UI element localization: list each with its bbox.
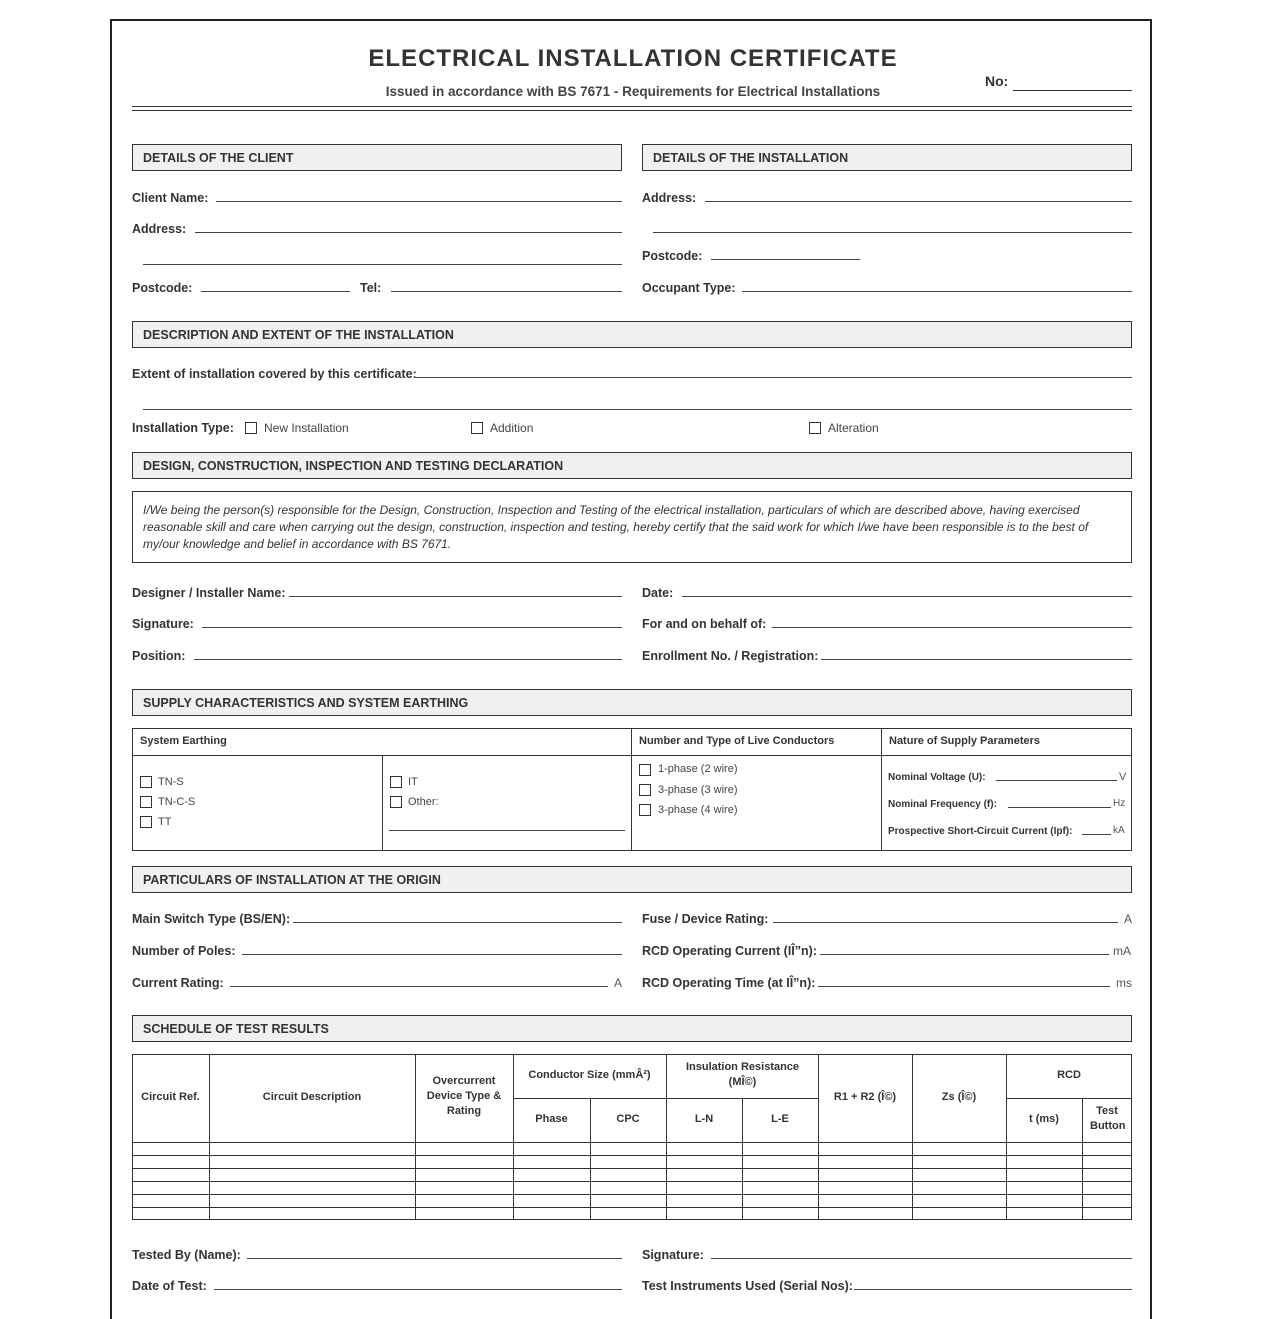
client-address-field[interactable]: [195, 232, 622, 233]
1-phase-2-wire-label: 1-phase (2 wire): [658, 763, 738, 775]
tt-checkbox[interactable]: [140, 816, 152, 828]
col-phase: Phase: [535, 1113, 568, 1125]
on-behalf-of-label: For and on behalf of:: [642, 617, 767, 631]
current-rating-field[interactable]: [230, 986, 608, 987]
page-title: ELECTRICAL INSTALLATION CERTIFICATE: [368, 45, 898, 72]
col-r1-r2: R1 + R2 (Î©): [833, 1091, 897, 1103]
installation-postcode-field[interactable]: [711, 259, 860, 260]
installation-address-label: Address:: [642, 191, 697, 205]
current-rating-unit: A: [614, 976, 623, 990]
3-phase-3-wire-checkbox[interactable]: [639, 784, 651, 796]
col-overcurrent-device: Overcurrent Device Type & Rating: [426, 1075, 502, 1117]
position-field[interactable]: [194, 659, 622, 660]
client-address-line2-field[interactable]: [143, 264, 622, 265]
rcd-current-unit: mA: [1113, 944, 1131, 958]
occupant-type-field[interactable]: [742, 291, 1132, 292]
client-name-label: Client Name:: [132, 191, 209, 205]
certificate-number-label: No:: [985, 73, 1009, 89]
table-divider: [415, 1054, 416, 1220]
other-earthing-label: Other:: [408, 796, 439, 808]
fuse-rating-field[interactable]: [773, 922, 1118, 923]
position-label: Position:: [132, 649, 186, 663]
certificate-number-field[interactable]: [1013, 90, 1132, 91]
col-circuit-ref: Circuit Ref.: [141, 1091, 200, 1103]
frequency-unit: Hz: [1113, 798, 1126, 809]
client-tel-field[interactable]: [391, 291, 622, 292]
declaration-signature-field[interactable]: [202, 627, 622, 628]
extent-label: Extent of installation covered by this certificate:: [132, 367, 417, 381]
tn-s-checkbox[interactable]: [140, 776, 152, 788]
test-instruments-label: Test Instruments Used (Serial Nos):: [642, 1279, 853, 1293]
other-earthing-checkbox[interactable]: [390, 796, 402, 808]
on-behalf-of-field[interactable]: [772, 627, 1132, 628]
nominal-frequency-field[interactable]: [1008, 807, 1111, 808]
origin-section-heading: PARTICULARS OF INSTALLATION AT THE ORIGIN: [132, 866, 1132, 893]
main-switch-label: Main Switch Type (BS/EN):: [132, 912, 291, 926]
page-subtitle: Issued in accordance with BS 7671 - Requirements for Electrical Installations: [385, 84, 881, 99]
3-phase-3-wire-label: 3-phase (3 wire): [658, 784, 738, 796]
table-divider: [1082, 1098, 1083, 1220]
col-rcd: RCD: [1057, 1069, 1081, 1081]
supply-section-heading: SUPPLY CHARACTERISTICS AND SYSTEM EARTHING: [132, 689, 1132, 716]
installation-type-label: Installation Type:: [132, 421, 234, 435]
supply-grid-header-divider: [132, 755, 1132, 756]
header-divider: [132, 106, 1132, 111]
installation-address-line2-field[interactable]: [653, 232, 1132, 233]
nominal-frequency-label: Nominal Frequency (f):: [888, 799, 997, 810]
occupant-type-label: Occupant Type:: [642, 281, 736, 295]
table-divider: [912, 1054, 913, 1220]
col-circuit-description: Circuit Description: [262, 1091, 362, 1103]
col-rcd-time: t (ms): [1029, 1113, 1059, 1125]
declaration-date-field[interactable]: [682, 596, 1132, 597]
tn-c-s-checkbox[interactable]: [140, 796, 152, 808]
new-installation-option-label: New Installation: [264, 421, 349, 435]
addition-checkbox[interactable]: [471, 422, 483, 434]
poles-label: Number of Poles:: [132, 944, 236, 958]
declaration-signature-label: Signature:: [132, 617, 194, 631]
1-phase-2-wire-checkbox[interactable]: [639, 764, 651, 776]
pscc-field[interactable]: [1082, 834, 1111, 835]
rcd-time-unit: ms: [1116, 976, 1132, 990]
pscc-label: Prospective Short-Circuit Current (Ipf):: [888, 826, 1073, 837]
client-name-field[interactable]: [216, 201, 622, 202]
table-divider: [666, 1054, 667, 1220]
voltage-unit: V: [1119, 771, 1127, 783]
col-zs: Zs (Î©): [941, 1091, 977, 1103]
col-test-button: Test Button: [1090, 1105, 1126, 1132]
col-l-e: L-E: [771, 1113, 789, 1125]
tt-label: TT: [158, 816, 172, 828]
table-row: [132, 1181, 1132, 1182]
other-earthing-field[interactable]: [389, 830, 625, 831]
3-phase-4-wire-checkbox[interactable]: [639, 804, 651, 816]
col-conductor-size: Conductor Size (mmÂ²): [528, 1069, 651, 1081]
installation-postcode-label: Postcode:: [642, 249, 703, 263]
table-row: [132, 1194, 1132, 1195]
col-insulation-resistance: Insulation Resistance (MÎ©): [685, 1061, 800, 1088]
extent-field[interactable]: [416, 377, 1132, 378]
schedule-section-heading: SCHEDULE OF TEST RESULTS: [132, 1015, 1132, 1042]
extent-line2-field[interactable]: [143, 409, 1132, 410]
live-conductors-heading: Number and Type of Live Conductors: [639, 735, 835, 747]
table-subheader-line: [1006, 1098, 1132, 1099]
rcd-time-label: RCD Operating Time (at IÎ”n):: [642, 976, 816, 990]
table-divider: [209, 1054, 210, 1220]
client-tel-label: Tel:: [360, 281, 382, 295]
tn-c-s-label: TN-C-S: [158, 796, 196, 808]
declaration-section-heading: DESIGN, CONSTRUCTION, INSPECTION AND TESTING DECLARATION: [132, 452, 1132, 479]
fuse-rating-unit: A: [1124, 912, 1133, 926]
supply-parameters-heading: Nature of Supply Parameters: [889, 735, 1040, 747]
table-row: [132, 1207, 1132, 1208]
tn-s-label: TN-S: [158, 776, 184, 788]
tester-signature-label: Signature:: [642, 1248, 704, 1262]
tested-by-label: Tested By (Name):: [132, 1248, 241, 1262]
new-installation-checkbox[interactable]: [245, 422, 257, 434]
installation-address-field[interactable]: [705, 201, 1132, 202]
supply-grid-divider-2: [881, 728, 882, 851]
certificate-page: [110, 19, 1152, 1319]
it-label: IT: [408, 776, 418, 788]
supply-grid-divider-1: [631, 728, 632, 851]
declaration-text: I/We being the person(s) responsible for the Design, Construction, Inspection and Testing of the electrical installation, particulars of which are described above, having exercised reasonable skill and care when carrying out the design, construction, inspection and testing, hereby certify that the said work for which I/we have been responsible is to the best of my/our knowledge and belief in accordance with BS 7671.: [132, 491, 1132, 563]
tester-signature-field[interactable]: [711, 1258, 1132, 1259]
3-phase-4-wire-label: 3-phase (4 wire): [658, 804, 738, 816]
installation-section-heading: DETAILS OF THE INSTALLATION: [642, 144, 1132, 171]
test-instruments-field[interactable]: [854, 1289, 1132, 1290]
main-switch-field[interactable]: [293, 922, 622, 923]
rcd-current-field[interactable]: [820, 954, 1109, 955]
table-row: [132, 1155, 1132, 1156]
date-of-test-field[interactable]: [214, 1289, 622, 1290]
enrollment-field[interactable]: [821, 659, 1132, 660]
description-section-heading: DESCRIPTION AND EXTENT OF THE INSTALLATION: [132, 321, 1132, 348]
it-checkbox[interactable]: [390, 776, 402, 788]
client-address-label: Address:: [132, 222, 187, 236]
pscc-unit: kA: [1113, 825, 1125, 836]
table-row: [132, 1168, 1132, 1169]
date-of-test-label: Date of Test:: [132, 1279, 207, 1293]
designer-name-field[interactable]: [289, 596, 622, 597]
alteration-option-label: Alteration: [828, 421, 879, 435]
enrollment-label: Enrollment No. / Registration:: [642, 649, 819, 663]
table-divider: [818, 1054, 819, 1220]
col-l-n: L-N: [694, 1113, 714, 1125]
col-cpc: CPC: [616, 1113, 640, 1125]
declaration-date-label: Date:: [642, 586, 674, 600]
nominal-voltage-label: Nominal Voltage (U):: [888, 772, 986, 783]
rcd-current-label: RCD Operating Current (IÎ”n):: [642, 944, 817, 958]
supply-grid-divider-earthing: [382, 755, 383, 851]
client-section-heading: DETAILS OF THE CLIENT: [132, 144, 622, 171]
client-postcode-label: Postcode:: [132, 281, 193, 295]
current-rating-label: Current Rating:: [132, 976, 224, 990]
designer-name-label: Designer / Installer Name:: [132, 586, 286, 600]
client-postcode-field[interactable]: [201, 291, 350, 292]
table-subheader-line: [513, 1098, 818, 1099]
alteration-checkbox[interactable]: [809, 422, 821, 434]
poles-field[interactable]: [242, 954, 622, 955]
nominal-voltage-field[interactable]: [996, 780, 1117, 781]
addition-option-label: Addition: [490, 421, 534, 435]
rcd-time-field[interactable]: [818, 986, 1110, 987]
table-row: [132, 1142, 1132, 1143]
tested-by-field[interactable]: [247, 1258, 622, 1259]
system-earthing-heading: System Earthing: [140, 735, 227, 747]
fuse-rating-label: Fuse / Device Rating:: [642, 912, 769, 926]
